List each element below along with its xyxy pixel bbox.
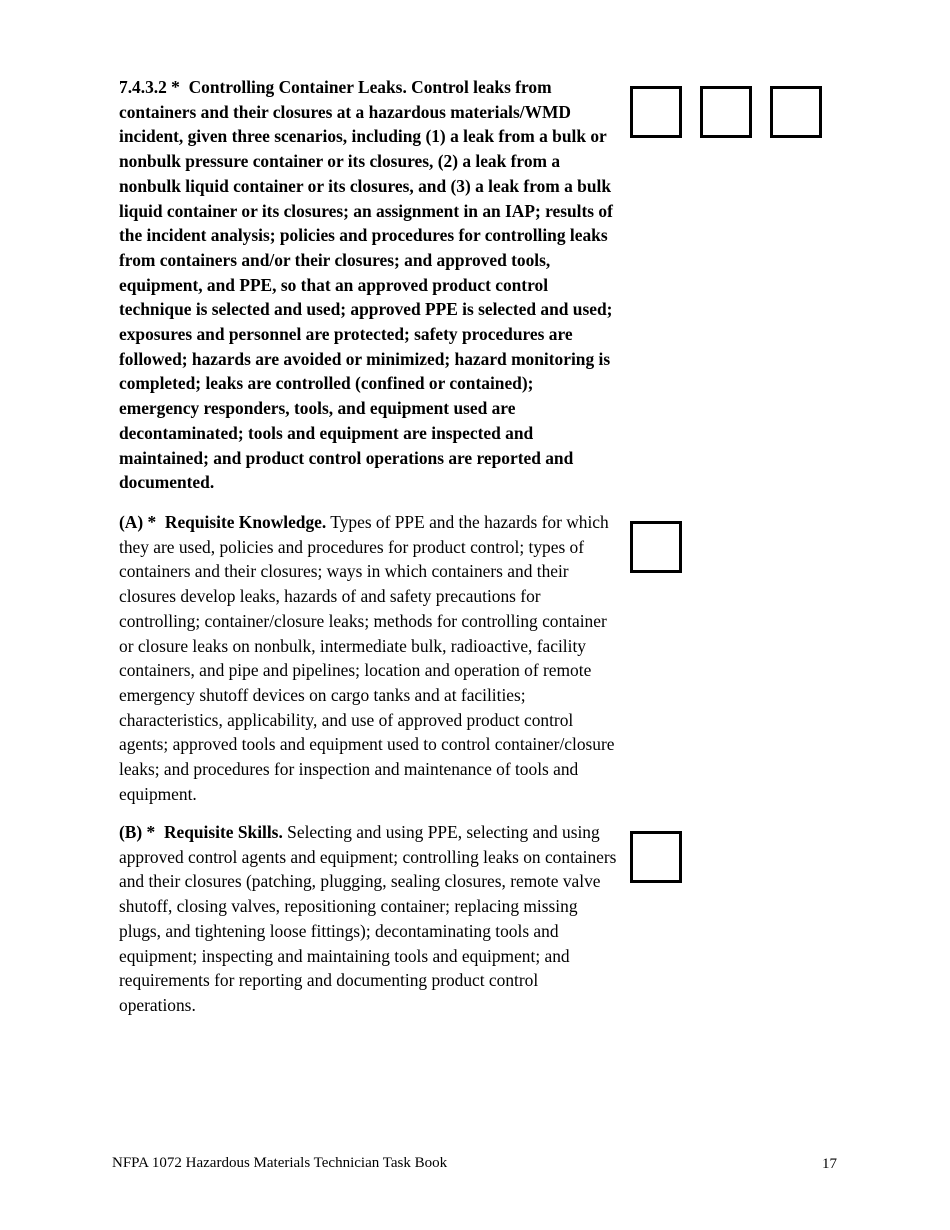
checkbox-1[interactable] xyxy=(630,86,682,138)
knowledge-heading: Requisite Knowledge. xyxy=(164,512,327,532)
skills-body: Selecting and using PPE, selecting and using approved control agents and equipment; controlling leaks on containers and their closures (patching, plugging, sealing closures, remote valve shutoff, closing valves, repositioning container; replacing missing plugs, and tightening loose fittings); decontaminating tools and equipment; inspecting and maintaining tools and equipment; and requirements for reporting and documenting product control operations. xyxy=(119,822,617,1015)
checkbox-2[interactable] xyxy=(700,86,752,138)
section-title: Controlling Container Leaks. xyxy=(188,77,407,97)
footer-title: NFPA 1072 Hazardous Materials Technician Task Book xyxy=(112,1155,448,1171)
section-7-4-3-2 xyxy=(119,75,617,495)
checkbox-skills[interactable] xyxy=(630,831,682,883)
checkbox-knowledge[interactable] xyxy=(630,521,682,573)
knowledge-body: Types of PPE and the hazards for which they are used, policies and procedures for product control; types of containers and their closures; ways in which containers and their closures develop leaks, hazards of and safety precautions for controlling; container/closure leaks; methods for controlling container or closure leaks on nonbulk, intermediate bulk, radioactive, facility containers, and pipe and pipelines; location and operation of remote emergency shutoff devices on cargo tanks and at facilities; characteristics, applicability, and use of approved product control agents; approved tools and equipment used to control container/closure leaks; and procedures for inspection and maintenance of tools and equipment. xyxy=(119,512,615,804)
skills-heading: Requisite Skills. xyxy=(163,822,283,842)
checkbox-3[interactable] xyxy=(770,86,822,138)
section-body: Control leaks from containers and their closures at a hazardous materials/WMD incident, given three scenarios, including (1) a leak from a bulk or nonbulk pressure container or its closures, (2) a leak from a nonbulk liquid container or its closures, and (3) a leak from a bulk liquid container or its closures; an assignment in an IAP; results of the incident analysis; policies and procedures for controlling leaks from containers and/or their closures; and approved tools, equipment, and PPE, so that an approved product control technique is selected and used; approved PPE is selected and used; exposures and personnel are protected; safety procedures are followed; hazards are avoided or minimized; hazard monitoring is completed; leaks are controlled (confined or contained); emergency responders, tools, and equipment used are decontaminated; tools and equipment are inspected and maintained; and product control operations are reported and documented. xyxy=(119,77,613,493)
page-number: 17 xyxy=(822,1156,837,1172)
requisite-knowledge xyxy=(119,510,617,806)
requisite-skills xyxy=(119,820,617,1018)
skills-marker: (B) * xyxy=(119,822,156,842)
knowledge-marker: (A) * xyxy=(119,512,157,532)
section-number: 7.4.3.2 * xyxy=(119,77,180,97)
